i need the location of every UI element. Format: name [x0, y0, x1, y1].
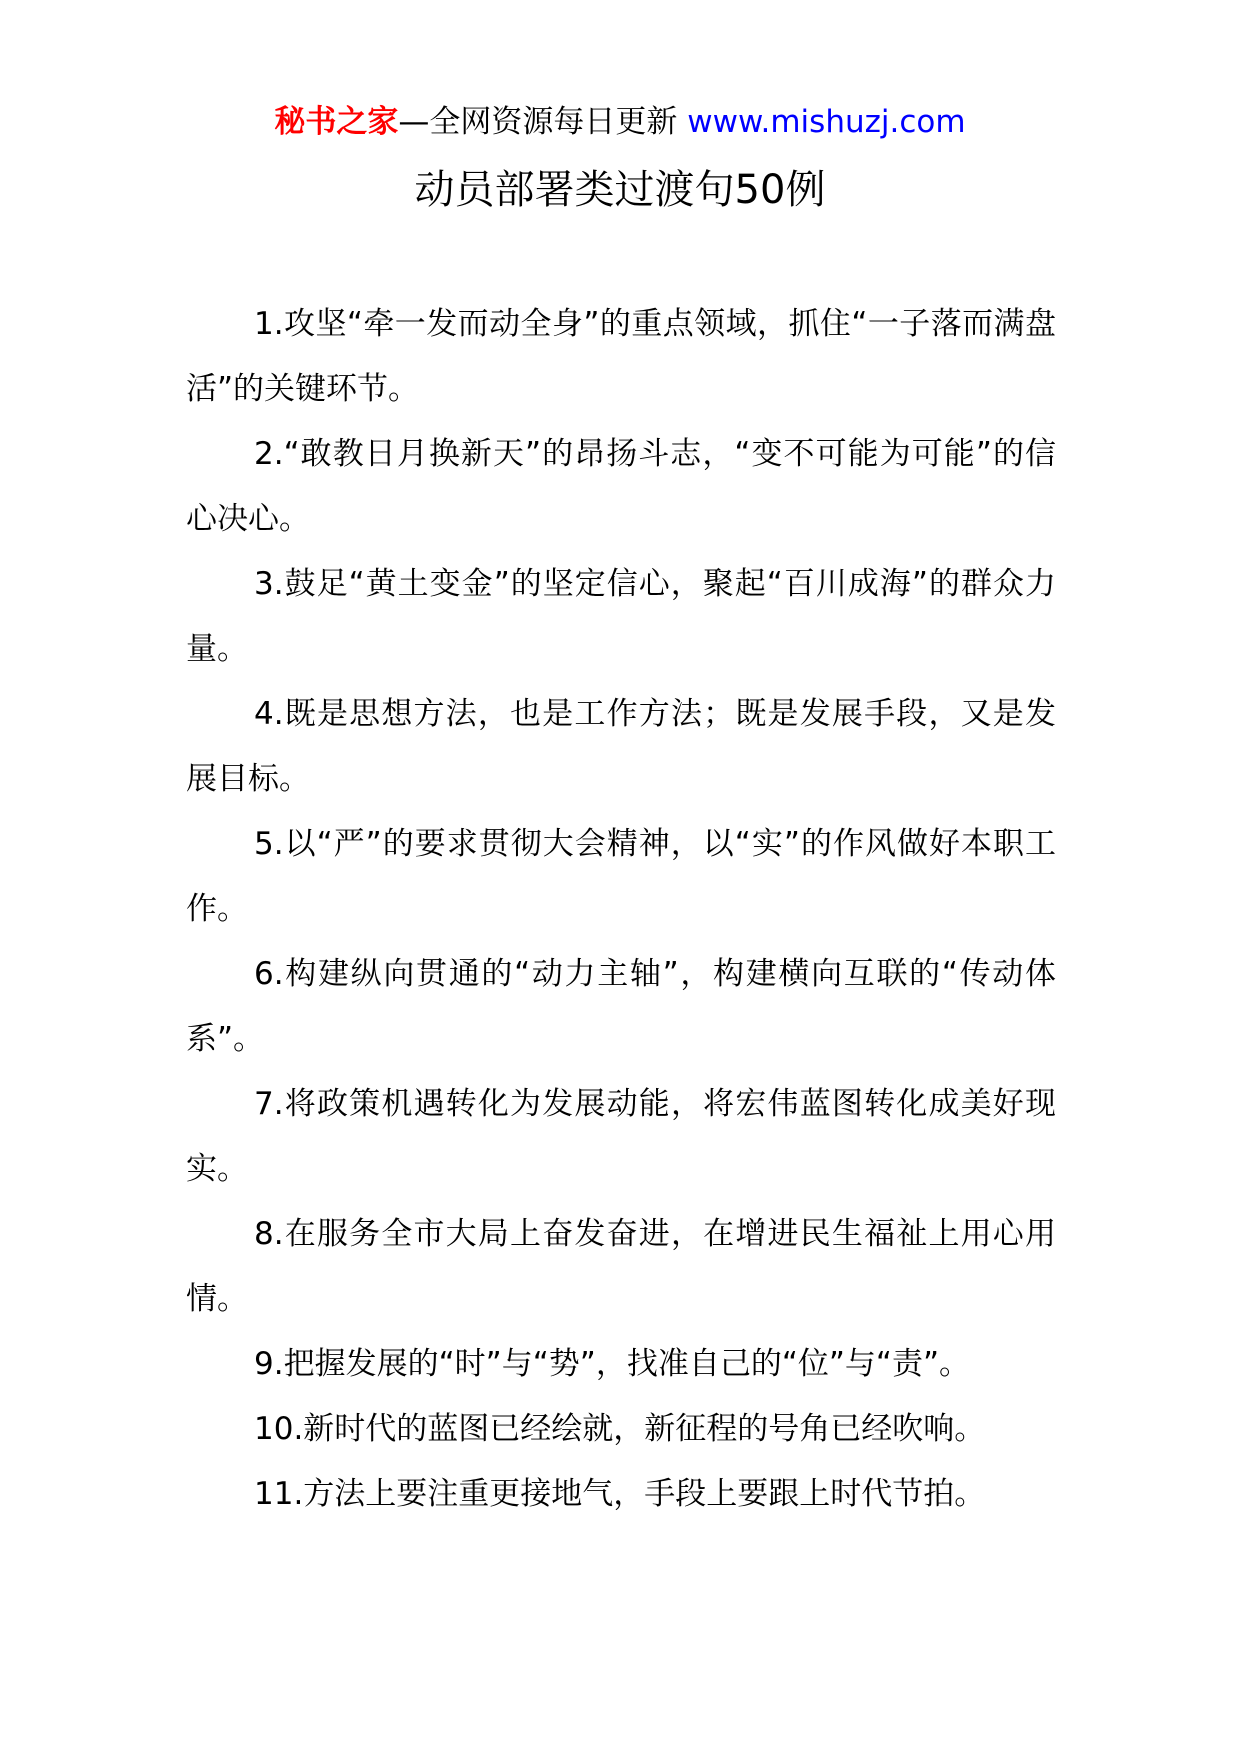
site-slogan: —全网资源每日更新 — [398, 104, 678, 140]
list-item: 3.鼓足“黄土变金”的坚定信心，聚起“百川成海”的群众力量。 — [186, 566, 1056, 667]
list-item: 6.构建纵向贯通的“动力主轴”，构建横向互联的“传动体系”。 — [186, 956, 1056, 1057]
document-title: 动员部署类过渡句50例 — [414, 167, 826, 213]
list-item: 9.把握发展的“时”与“势”，找准自己的“位”与“责”。 — [254, 1346, 971, 1382]
list-item: 4.既是思想方法，也是工作方法；既是发展手段，又是发展目标。 — [186, 696, 1056, 797]
list-item: 10.新时代的蓝图已经绘就，新征程的号角已经吹响。 — [254, 1411, 986, 1447]
list-item: 8.在服务全市大局上奋发奋进，在增进民生福祉上用心用情。 — [186, 1216, 1056, 1317]
list-item: 2.“敢教日月换新天”的昂扬斗志，“变不可能为可能”的信心决心。 — [186, 436, 1056, 537]
brand-name: 秘书之家 — [274, 104, 399, 140]
list-item: 1.攻坚“牵一发而动全身”的重点领域，抓住“一子落而满盘活”的关键环节。 — [186, 306, 1056, 407]
list-item: 7.将政策机遇转化为发展动能，将宏伟蓝图转化成美好现实。 — [186, 1086, 1056, 1187]
site-url-link[interactable]: www.mishuzj.com — [687, 104, 966, 140]
site-header — [0, 100, 1240, 144]
list-item: 5.以“严”的要求贯彻大会精神，以“实”的作风做好本职工作。 — [186, 826, 1056, 927]
list-item: 11.方法上要注重更接地气，手段上要跟上时代节拍。 — [254, 1476, 986, 1512]
document-body — [186, 292, 1056, 1527]
